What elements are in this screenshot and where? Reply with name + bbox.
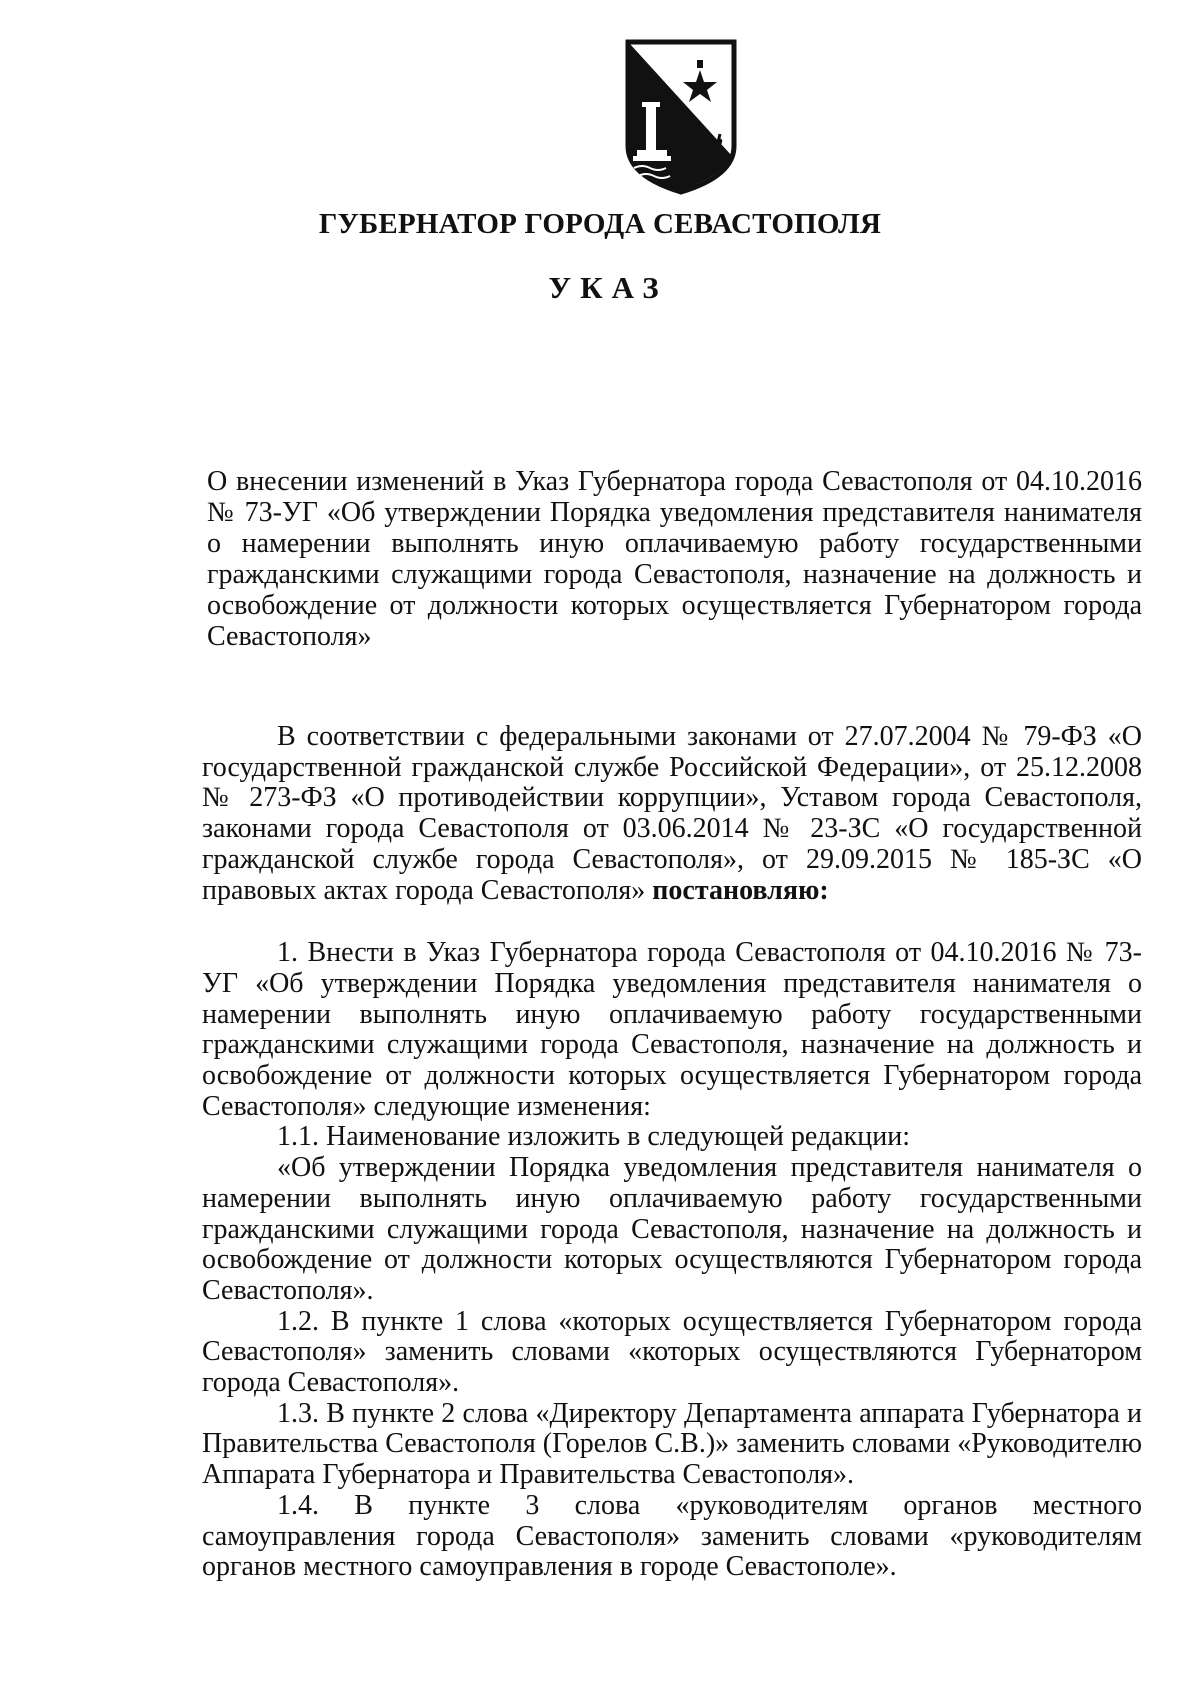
item-1-2: 1.2. В пункте 1 слова «которых осуществляется Губернатором города Севастополя» заменить словами «которых осуществляются Губернатором города Севастополя». [202, 1305, 1142, 1399]
item-1-3: 1.3. В пункте 2 слова «Директору Департамента аппарата Губернатора и Правительства Севастополя (Горелов С.В.)» заменить словами «Руководителю Аппарата Губернатора и Правительства Севастополя». [202, 1397, 1142, 1491]
sevastopol-coat-of-arms-icon [622, 36, 740, 198]
resolve-word: постановляю: [652, 874, 829, 906]
item-1: 1. Внести в Указ Губернатора города Севастополя от 04.10.2016 № 73-УГ «Об утверждении Порядка уведомления представителя нанимателя о намерении выполнять иную оплачиваемую работу государственными гражданскими служащими города Севастополя, назначение на должность и освобождение от должности которых осуществляется Губернатором города Севастополя» следующие изменения: [202, 937, 1142, 1122]
document-body [202, 722, 1142, 1583]
preamble-text: В соответствии с федеральными законами от 27.07.2004 № 79-ФЗ «О государственной гражданской службе Российской Федерации», от 25.12.2008 № 273-ФЗ «О противодействии коррупции», Уставом города Севастополя, законами города Севастополя от 03.06.2014 № 23-ЗС «О государственной гражданской службе города Севастополя», от 29.09.2015 № 185-ЗС «О правовых актах города Севастополя» [202, 721, 1142, 906]
item-1-1: 1.1. Наименование изложить в следующей редакции: [277, 1121, 910, 1153]
document-type: УКАЗ [548, 270, 668, 305]
item-1-1-quote: «Об утверждении Порядка уведомления представителя нанимателя о намерении выполнять иную оплачиваемую работу государственными гражданскими служащими города Севастополя, назначение на должность и освобождение от должности которых осуществляются Губернатором города Севастополя». [202, 1152, 1142, 1306]
issuer-title: ГУБЕРНАТОР ГОРОДА СЕВАСТОПОЛЯ [318, 208, 882, 240]
item-1-4: 1.4. В пункте 3 слова «руководителям органов местного самоуправления города Севастополя» заменить словами «руководителям органов местного самоуправления в городе Севастополе». [202, 1489, 1142, 1583]
preamble-paragraph [202, 722, 1142, 906]
document-subject: О внесении изменений в Указ Губернатора города Севастополя от 04.10.2016 № 73-УГ «Об утверждении Порядка уведомления представителя нанимателя о намерении выполнять иную оплачиваемую работу государственными гражданскими служащими города Севастополя, назначение на должность и освобождение от должности которых осуществляется Губернатором города Севастополя» [207, 466, 1142, 652]
